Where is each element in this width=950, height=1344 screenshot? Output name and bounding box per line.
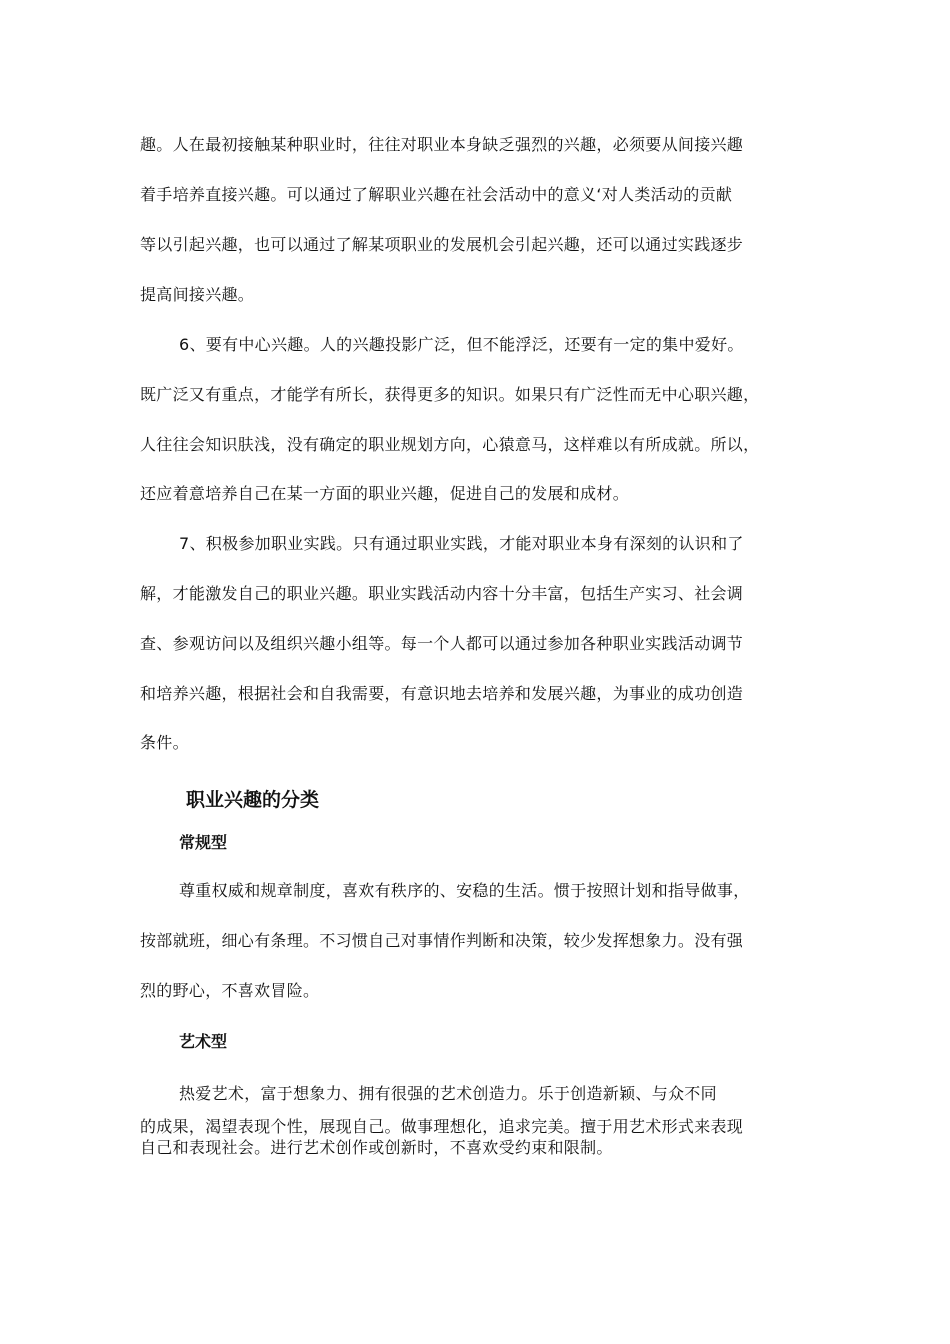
subsection-title-artistic: 艺术型 xyxy=(179,1032,228,1051)
paragraph-line: 的成果，渴望表现个性，展现自己。做事理想化，追求完美。擅于用艺术形式来表现 xyxy=(140,1117,744,1136)
paragraph-line: 趣。人在最初接触某种职业时，往往对职业本身缺乏强烈的兴趣，必须要从间接兴趣 xyxy=(140,135,744,154)
paragraph-line: 解，才能激发自己的职业兴趣。职业实践活动内容十分丰富，包括生产实习、社会调 xyxy=(140,584,744,603)
paragraph-line: 和培养兴趣，根据社会和自我需要，有意识地去培养和发展兴趣，为事业的成功创造 xyxy=(140,684,744,703)
paragraph-line: 既广泛又有重点，才能学有所长，获得更多的知识。如果只有广泛性而无中心职兴趣， xyxy=(140,385,760,404)
subsection-title-conventional: 常规型 xyxy=(179,833,228,852)
paragraph-line: 查、参观访问以及组织兴趣小组等。每一个人都可以通过参加各种职业实践活动调节 xyxy=(140,634,744,653)
paragraph-line: 热爱艺术，富于想象力、拥有很强的艺术创造力。乐于创造新颖、与众不同 xyxy=(179,1084,717,1103)
paragraph-line: 条件。 xyxy=(140,733,189,752)
paragraph-line: 等以引起兴趣，也可以通过了解某项职业的发展机会引起兴趣，还可以通过实践逐步 xyxy=(140,235,744,254)
section-title: 职业兴趣的分类 xyxy=(186,789,320,811)
paragraph-line: 烈的野心，不喜欢冒险。 xyxy=(140,981,320,1000)
paragraph-line: 7、积极参加职业实践。只有通过职业实践，才能对职业本身有深刻的认识和了 xyxy=(179,534,744,553)
paragraph-line: 自己和表现社会。进行艺术创作或创新时，不喜欢受约束和限制。 xyxy=(140,1138,613,1157)
paragraph-line: 人往往会知识肤浅，没有确定的职业规划方向，心猿意马，这样难以有所成就。所以， xyxy=(140,435,760,454)
paragraph-line: 提高间接兴趣。 xyxy=(140,285,255,304)
paragraph-line: 着手培养直接兴趣。可以通过了解职业兴趣在社会活动中的意义‘对人类活动的贡献 xyxy=(140,185,733,204)
paragraph-line: 还应着意培养自己在某一方面的职业兴趣，促进自己的发展和成材。 xyxy=(140,484,630,503)
paragraph-line: 6、要有中心兴趣。人的兴趣投影广泛，但不能浮泛，还要有一定的集中爱好。 xyxy=(179,335,744,354)
paragraph-line: 按部就班，细心有条理。不习惯自己对事情作判断和决策，较少发挥想象力。没有强 xyxy=(140,931,744,950)
paragraph-line: 尊重权威和规章制度，喜欢有秩序的、安稳的生活。惯于按照计划和指导做事， xyxy=(179,881,750,900)
